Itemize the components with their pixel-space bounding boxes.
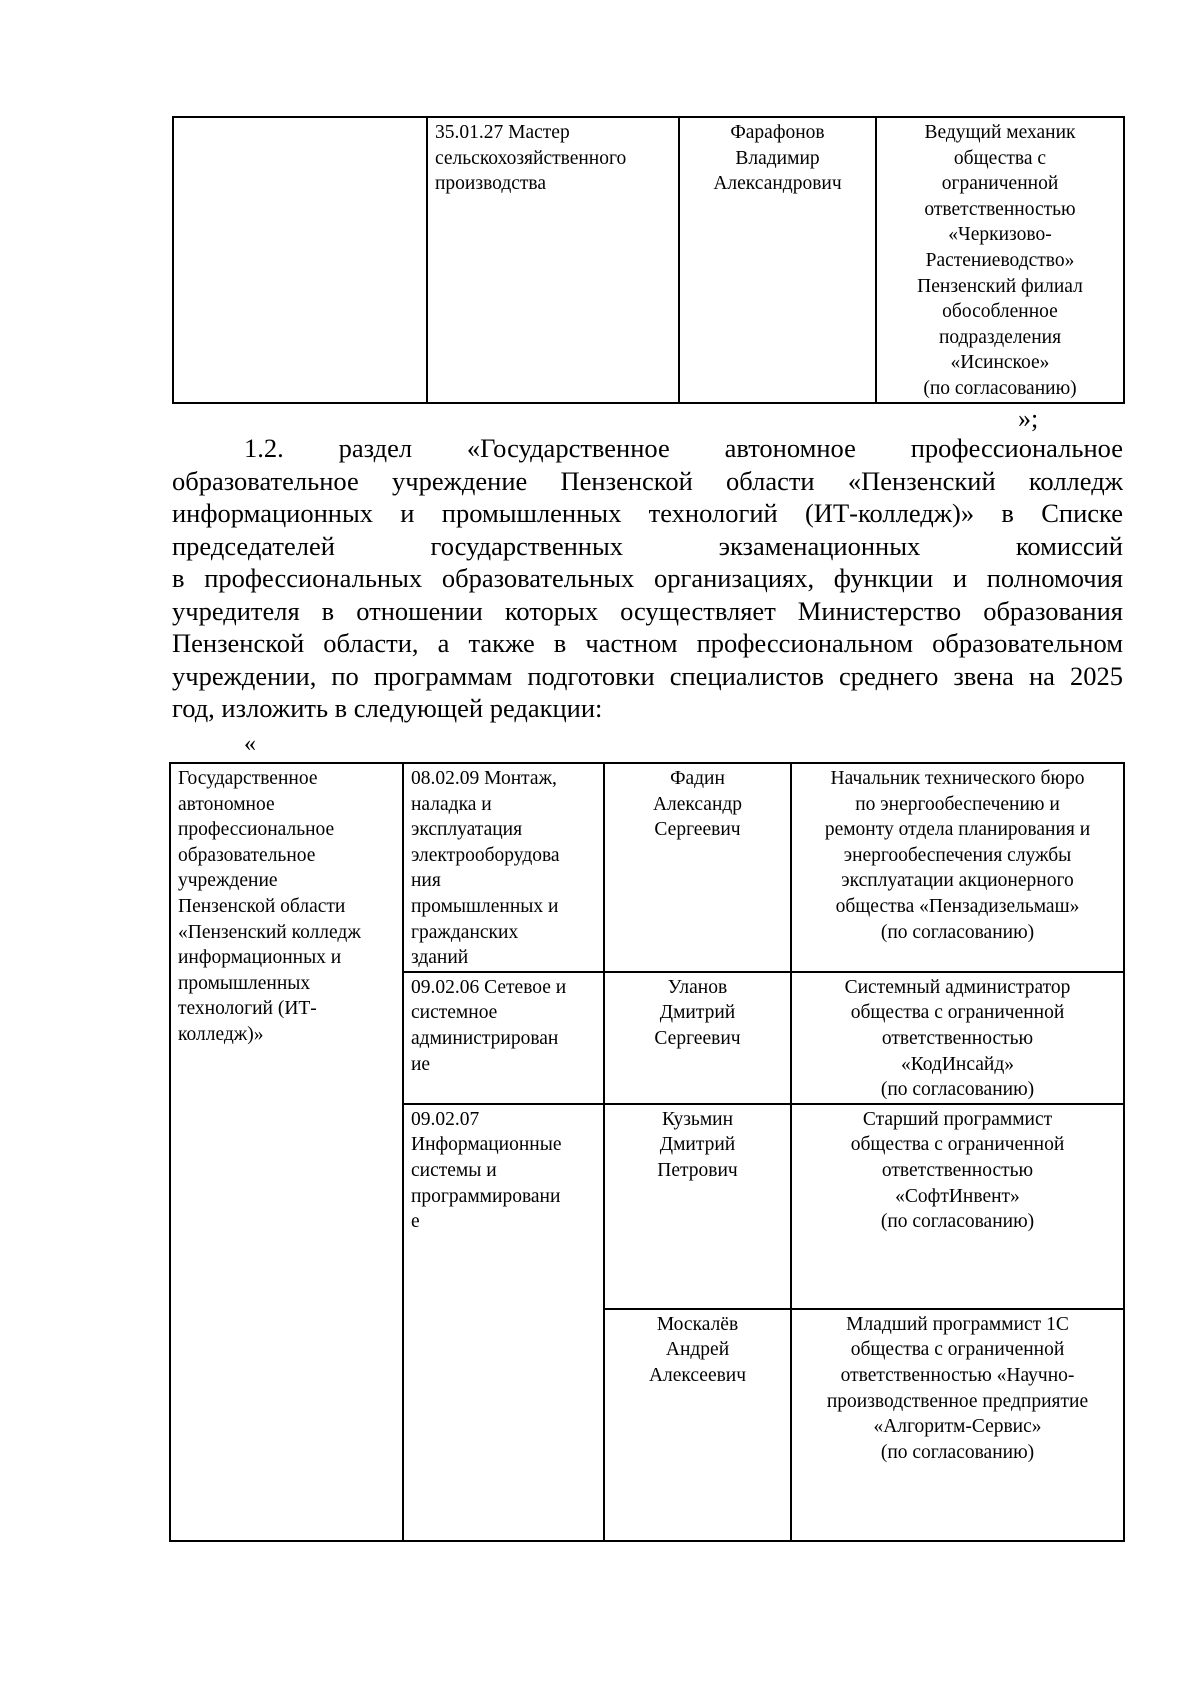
position-line: ответственностью: [924, 198, 1076, 220]
position-line: ответственностью «Научно-: [840, 1364, 1075, 1386]
position-line: Растениеводство»: [925, 249, 1075, 271]
position-line: обособленное: [942, 301, 1058, 323]
chairman-cell: [604, 763, 791, 972]
position-line: «Исинское»: [950, 352, 1050, 374]
position-line: энергообеспечения службы: [843, 844, 1072, 866]
position-cell: [876, 117, 1124, 403]
table-continuation: [172, 116, 1125, 404]
position-line: общества с ограниченной: [850, 1134, 1065, 1156]
organization-cell: [170, 763, 403, 1541]
position-line: ответственностью: [881, 1027, 1034, 1049]
chairman-line: Дмитрий: [659, 1002, 736, 1024]
position-line: (по согласованию): [880, 1079, 1035, 1101]
chairman-line: Москалёв: [656, 1313, 739, 1335]
position-line: (по согласованию): [923, 377, 1077, 399]
position-line: «СофтИнвент»: [895, 1185, 1020, 1207]
position-line: Младший программист 1С: [846, 1313, 1069, 1335]
specialty-line: системное: [411, 1002, 498, 1024]
specialty-line: гражданских: [411, 921, 519, 943]
position-line: «Алгоритм-Сервис»: [873, 1416, 1042, 1438]
specialty-line: производства: [435, 173, 547, 195]
position-cell: [791, 763, 1124, 972]
specialty-line: сельскохозяйственного: [435, 147, 627, 169]
table-chairmen: [169, 762, 1125, 1542]
paragraph-line: в профессиональных образовательных организациях, функции и полномочия: [172, 563, 1123, 593]
specialty-line: зданий: [411, 947, 469, 969]
position-line: общества с ограниченной: [850, 1339, 1065, 1361]
organization-line: профессиональное: [178, 819, 335, 841]
specialty-cell: [403, 1104, 604, 1541]
position-line: общества с ограниченной: [850, 1002, 1065, 1024]
position-line: (по согласованию): [880, 1441, 1035, 1463]
organization-cell: [173, 117, 427, 403]
chairman-line: Сергеевич: [654, 819, 741, 841]
specialty-line: системы и: [411, 1159, 497, 1181]
organization-line: Пензенской области: [178, 895, 346, 917]
specialty-line: электрооборудова: [411, 844, 560, 866]
position-line: ограниченной: [941, 173, 1059, 195]
chairman-line: Александрович: [713, 173, 842, 195]
position-line: Начальник технического бюро: [830, 768, 1085, 789]
specialty-line: ие: [411, 1053, 431, 1075]
chairman-line: Андрей: [665, 1339, 730, 1361]
position-line: «КодИнсайд»: [900, 1053, 1015, 1075]
organization-line: учреждение: [178, 870, 278, 892]
section-paragraph: [172, 432, 1123, 725]
paragraph-line: 1.2. раздел «Государственное автономное профессиональное: [244, 433, 1123, 463]
position-line: «Черкизово-: [948, 224, 1052, 246]
paragraph-line: учредителя в отношении которых осуществляет Министерство образования: [172, 595, 1123, 626]
position-line: производственное предприятие: [826, 1390, 1089, 1412]
position-line: общества с: [953, 147, 1047, 169]
position-line: ответственностью: [881, 1159, 1034, 1181]
table-row: [170, 763, 1124, 972]
position-cell: [791, 1309, 1124, 1541]
position-line: (по согласованию): [880, 921, 1035, 943]
paragraph-line: Пензенской области, а также в частном профессиональном образовательном: [172, 628, 1123, 658]
specialty-line: 09.02.07: [411, 1108, 480, 1130]
specialty-line: Информационные: [411, 1134, 562, 1156]
opening-quote: «: [244, 731, 256, 757]
chairman-line: Уланов: [667, 976, 728, 998]
paragraph-line: учреждении, по программам подготовки специалистов среднего звена на 2025: [172, 660, 1123, 691]
position-line: ремонту отдела планирования и: [824, 819, 1091, 841]
organization-line: информационных и: [178, 947, 342, 969]
organization-line: автономное: [178, 793, 275, 815]
specialty-line: е: [411, 1211, 420, 1233]
chairman-cell: [604, 972, 791, 1104]
organization-line: «Пензенский колледж: [178, 921, 361, 943]
paragraph-line: год, изложить в следующей редакции:: [172, 693, 603, 723]
chairman-cell: [679, 117, 876, 403]
chairman-line: Алексеевич: [648, 1364, 747, 1386]
chairman-line: Фадин: [670, 768, 725, 789]
paragraph-line: председателей государственных экзаменационных комиссий: [172, 530, 1123, 561]
chairman-line: Кузьмин: [661, 1108, 734, 1130]
specialty-line: 09.02.06 Сетевое и: [411, 976, 567, 998]
table-row: [173, 117, 1124, 403]
position-line: эксплуатации акционерного: [841, 870, 1074, 892]
chairman-line: Петрович: [657, 1159, 738, 1181]
specialty-line: ния: [411, 870, 441, 892]
position-line: общества «Пензадизельмаш»: [835, 895, 1080, 917]
specialty-cell: [427, 117, 679, 403]
specialty-line: наладка и: [411, 793, 492, 815]
specialty-cell: [403, 763, 604, 972]
organization-line: Государственное: [178, 768, 318, 789]
position-line: Пензенский филиал: [917, 275, 1083, 297]
specialty-cell: [403, 972, 604, 1104]
organization-line: колледж)»: [178, 1023, 264, 1045]
specialty-line: эксплуатация: [411, 819, 523, 841]
position-line: (по согласованию): [880, 1211, 1035, 1233]
specialty-line: 35.01.27 Мастер: [435, 122, 570, 143]
chairman-line: Дмитрий: [659, 1134, 736, 1156]
chairman-line: Александр: [652, 793, 743, 815]
closing-quote: »;: [1018, 404, 1039, 433]
organization-line: технологий (ИТ-: [178, 998, 317, 1020]
paragraph-line: образовательное учреждение Пензенской области «Пензенский колледж: [172, 465, 1123, 496]
position-line: Ведущий механик: [924, 122, 1076, 143]
specialty-line: программировани: [411, 1185, 561, 1207]
position-line: Старший программист: [862, 1108, 1053, 1130]
position-line: по энергообеспечению и: [855, 793, 1060, 815]
position-cell: [791, 1104, 1124, 1309]
position-line: подразделения: [938, 326, 1062, 348]
organization-line: промышленных: [178, 972, 311, 994]
chairman-cell: [604, 1104, 791, 1309]
chairman-cell: [604, 1309, 791, 1541]
specialty-line: 08.02.09 Монтаж,: [411, 768, 557, 789]
specialty-line: промышленных и: [411, 895, 559, 917]
position-line: Системный администратор: [844, 976, 1071, 998]
organization-line: образовательное: [178, 844, 316, 866]
position-cell: [791, 972, 1124, 1104]
chairman-line: Сергеевич: [654, 1027, 741, 1049]
chairman-line: Владимир: [735, 147, 820, 169]
specialty-line: администрирован: [411, 1027, 559, 1049]
paragraph-line: информационных и промышленных технологий (ИТ-колледж)» в Списке: [172, 498, 1123, 528]
chairman-line: Фарафонов: [730, 122, 825, 143]
